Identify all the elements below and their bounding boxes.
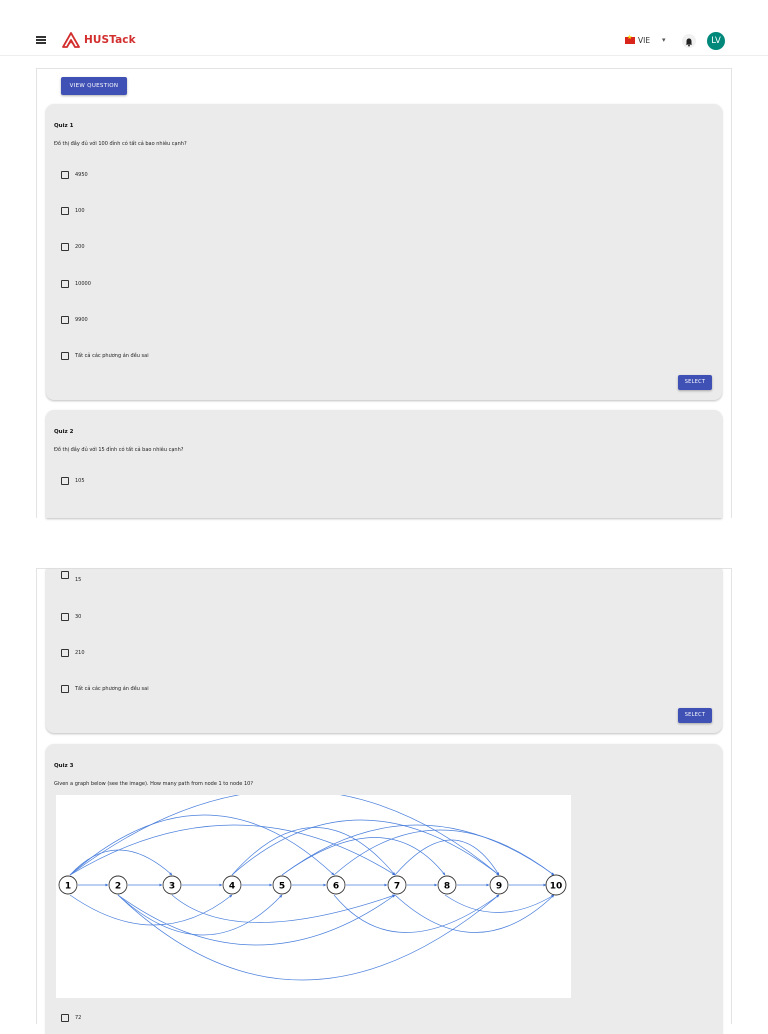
edge-4-9 (232, 820, 499, 875)
quiz-2-question: Đồ thị đầy đủ với 15 đỉnh có tất cả bao nhiêu cạnh? (54, 447, 184, 453)
hustack-logo-icon[interactable] (62, 32, 80, 48)
quiz-2-option-4-checkbox[interactable] (61, 649, 69, 657)
notification-bell-icon[interactable] (682, 34, 696, 48)
graph-node-label: 6 (332, 881, 340, 892)
quiz-1-option-3-checkbox[interactable] (61, 243, 69, 251)
edge-6-9 (334, 895, 499, 933)
edge-3-7 (172, 895, 395, 923)
quiz-1-option-5-label: 9900 (75, 317, 88, 323)
brand-name[interactable]: HUSTack (84, 34, 136, 46)
menu-icon[interactable] (36, 36, 46, 44)
quiz-1-option-3-label: 200 (75, 244, 85, 250)
graph-node (388, 876, 406, 894)
edge-5-8 (282, 838, 445, 876)
graph-node (59, 876, 77, 894)
quiz-2-option-5-checkbox[interactable] (61, 685, 69, 693)
quiz-2-title: Quiz 2 (54, 429, 74, 435)
graph-node (546, 875, 566, 895)
graph-node (109, 876, 127, 894)
graph-node-label: 2 (114, 881, 122, 892)
edge-4-7 (232, 828, 395, 876)
quiz-2-option-2-checkbox[interactable] (61, 571, 69, 579)
graph-node-label: 5 (278, 881, 286, 892)
quiz-2-option-1-label: 105 (75, 478, 85, 484)
view-question-button[interactable]: VIEW QUESTION (61, 77, 127, 95)
graph-node-label: 1 (64, 881, 72, 892)
edge-7-10 (395, 895, 554, 933)
graph-node-label: 3 (168, 881, 176, 892)
quiz-2-option-4-label: 210 (75, 650, 85, 656)
quiz-2-option-3-label: 30 (75, 614, 82, 620)
graph-image (56, 795, 571, 998)
quiz-2-option-2-label: 15 (75, 577, 82, 583)
graph-edges (70, 795, 554, 980)
graph-node (163, 876, 181, 894)
edge-2-9 (118, 895, 499, 980)
quiz-3-option-1-label: 72 (75, 1015, 82, 1021)
quiz-3-question: Given a graph below (see the image). How many path from node 1 to node 10? (54, 781, 253, 787)
quiz-1-option-2-label: 100 (75, 208, 85, 214)
graph-node (327, 876, 345, 894)
quiz-1-option-1-label: 4950 (75, 172, 88, 178)
vietnam-flag-icon[interactable] (625, 37, 635, 44)
quiz-2-option-3-checkbox[interactable] (61, 613, 69, 621)
graph-node-label: 9 (495, 881, 503, 892)
graph-node-label: 8 (443, 881, 451, 892)
quiz-1-option-5-checkbox[interactable] (61, 316, 69, 324)
graph-node-label: 4 (228, 881, 236, 892)
edge-1-4 (70, 895, 232, 925)
quiz-2-option-5-label: Tất cả các phương án đều sai (75, 686, 149, 692)
quiz-1-option-2-checkbox[interactable] (61, 207, 69, 215)
graph-node-label: 7 (393, 881, 401, 892)
quiz-2-card-bottom (46, 569, 722, 733)
edge-1-7 (70, 825, 395, 875)
edge-7-9 (395, 840, 499, 875)
quiz-1-option-4-label: 10000 (75, 281, 91, 287)
graph-node-label: 10 (549, 881, 563, 892)
caret-down-icon[interactable]: ▾ (662, 36, 666, 44)
quiz-1-option-1-checkbox[interactable] (61, 171, 69, 179)
graph-node (490, 876, 508, 894)
quiz-1-title: Quiz 1 (54, 123, 74, 129)
quiz-3-option-1-checkbox[interactable] (61, 1014, 69, 1022)
quiz-1-question: Đồ thị đầy đủ với 100 đỉnh có tất cả bao nhiêu cạnh? (54, 141, 187, 147)
quiz-3-title: Quiz 3 (54, 763, 74, 769)
quiz-1-option-6-label: Tất cả các phương án đều sai (75, 353, 149, 359)
language-selector[interactable]: VIE (638, 36, 651, 45)
graph-node (273, 876, 291, 894)
edge-8-10 (445, 895, 554, 913)
graph-node (438, 876, 456, 894)
quiz-1-option-4-checkbox[interactable] (61, 280, 69, 288)
edge-6-10 (334, 830, 554, 875)
quiz-1-select-button[interactable]: SELECT (678, 375, 712, 390)
graph-node (223, 876, 241, 894)
app-bar (0, 0, 768, 56)
quiz-2-card-top (46, 410, 722, 518)
graph-diagram (56, 795, 571, 998)
edge-2-7 (118, 895, 395, 945)
quiz-2-select-button[interactable]: SELECT (678, 708, 712, 723)
quiz-2-option-1-checkbox[interactable] (61, 477, 69, 485)
quiz-1-option-6-checkbox[interactable] (61, 352, 69, 360)
user-avatar[interactable]: LV (707, 32, 725, 50)
